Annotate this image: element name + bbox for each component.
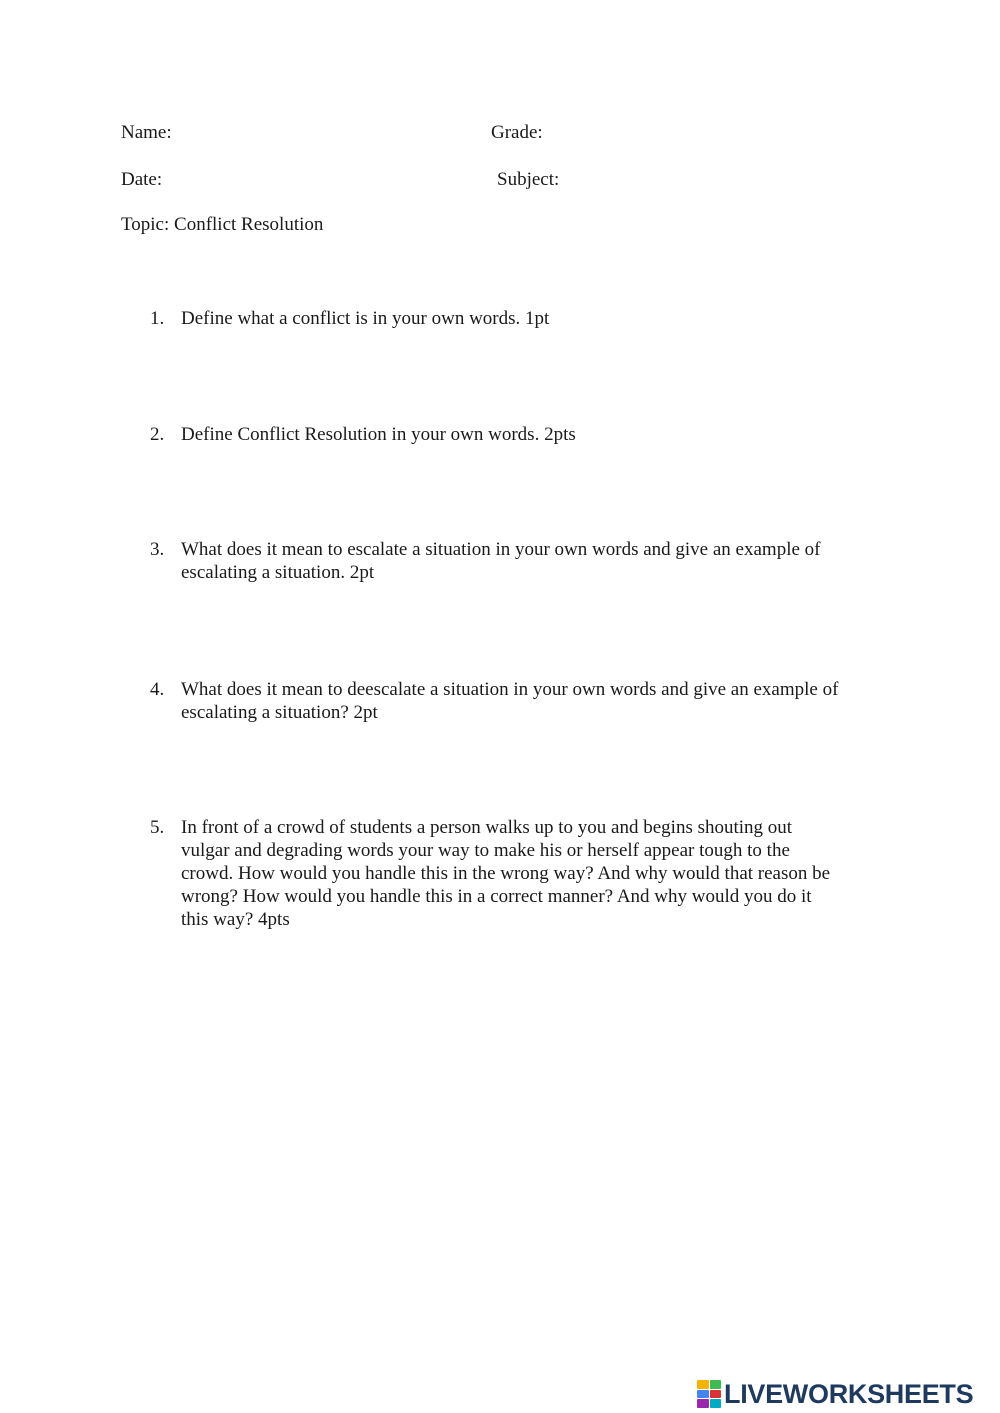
question-number: 3. (150, 539, 165, 560)
question-text: What does it mean to escalate a situation in your own words and give an example of escalating a situation. 2pt (181, 539, 821, 583)
logo-tile (710, 1380, 722, 1389)
logo-tile (697, 1380, 709, 1389)
question-text: What does it mean to deescalate a situation in your own words and give an example of escalating a situation? 2pt (181, 679, 839, 723)
liveworksheets-mark-icon (697, 1380, 721, 1408)
grade-label: Grade: (491, 122, 543, 143)
question-text: In front of a crowd of students a person walks up to you and begins shouting out vulgar and degrading words your way to make his or herself appear tough to the crowd. How would you handle this in the wrong way? And why would that reason be wrong? How would you handle this in a correct manner? And why would you do it this way? 4pts (181, 817, 831, 930)
logo-tile (710, 1390, 722, 1399)
question-3 (150, 538, 880, 584)
question-1 (150, 307, 880, 330)
question-number: 1. (150, 308, 165, 329)
question-number: 2. (150, 424, 165, 445)
logo-tile (697, 1390, 709, 1399)
name-label: Name: (121, 122, 172, 143)
topic-label: Topic: Conflict Resolution (121, 214, 324, 235)
question-2 (150, 423, 880, 446)
date-label: Date: (121, 169, 163, 190)
liveworksheets-logo (697, 1378, 973, 1410)
liveworksheets-wordmark: LIVEWORKSHEETS (724, 1378, 974, 1409)
question-4 (150, 678, 880, 724)
question-text: Define what a conflict is in your own words. 1pt (181, 308, 550, 329)
subject-label: Subject: (497, 169, 560, 190)
question-text: Define Conflict Resolution in your own words. 2pts (181, 424, 576, 445)
question-5 (150, 816, 880, 931)
question-number: 5. (150, 817, 165, 838)
question-number: 4. (150, 679, 165, 700)
logo-tile (697, 1399, 709, 1408)
logo-tile (710, 1399, 722, 1408)
